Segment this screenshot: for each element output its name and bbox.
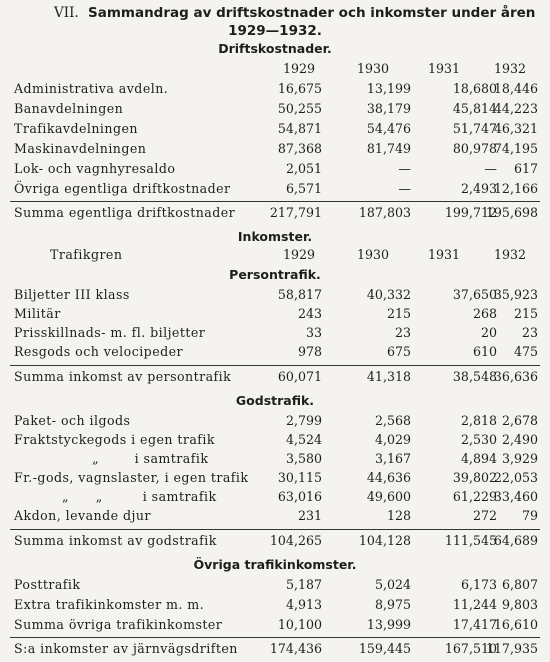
- cell-1929: 4,524: [285, 432, 322, 447]
- cell-1931: 18,680: [452, 81, 497, 96]
- cell-1931: 111,545: [444, 533, 497, 548]
- row-label: Lok- och vagnhyresaldo: [14, 161, 176, 176]
- table-row: [0, 507, 550, 525]
- cell-1932: 195,698: [485, 205, 538, 220]
- year-header: 1930: [356, 61, 390, 76]
- cell-1932: 117,935: [485, 641, 538, 656]
- section-heading-persontrafik: Persontrafik.: [229, 267, 321, 282]
- cell-1930: 159,445: [358, 641, 411, 656]
- year-header-row: [0, 60, 550, 78]
- table-row: [0, 100, 550, 118]
- cell-1930: 5,024: [374, 577, 411, 592]
- cell-1929: 104,265: [269, 533, 322, 548]
- cell-1931: 45,814: [452, 101, 497, 116]
- cell-1930: 8,975: [374, 597, 411, 612]
- table-row: [0, 180, 550, 198]
- cell-1932: 18,446: [493, 81, 538, 96]
- cell-1931: 51,747: [452, 121, 497, 136]
- title-years: 1929—1932.: [228, 23, 322, 39]
- table-row: [0, 286, 550, 304]
- cell-1930: 104,128: [358, 533, 411, 548]
- cell-1930: 2,568: [374, 413, 411, 428]
- row-label: „ i samtrafik: [92, 451, 209, 466]
- cell-1931: —: [484, 161, 497, 176]
- cell-1929: 50,255: [277, 101, 322, 116]
- cell-1930: —: [398, 181, 411, 196]
- year-header: 1929: [282, 61, 316, 76]
- cell-1932: 79: [521, 508, 538, 523]
- cell-1929: 6,571: [285, 181, 322, 196]
- cell-1931: 4,894: [460, 451, 497, 466]
- cell-1931: 17,417: [452, 617, 497, 632]
- row-label: S:a inkomster av järnvägsdriften: [14, 641, 238, 656]
- page-title: Sammandrag av driftskostnader och inkomster under åren: [88, 5, 536, 21]
- cell-1929: 10,100: [277, 617, 322, 632]
- row-label: „ „ i samtrafik: [62, 489, 217, 504]
- row-label: Fr.-gods, vagnslaster, i egen trafik: [14, 470, 249, 485]
- cell-1929: 217,791: [269, 205, 322, 220]
- row-label: Resgods och velocipeder: [14, 344, 183, 359]
- cell-1929: 2,799: [285, 413, 322, 428]
- table-row: [0, 160, 550, 178]
- year-header: 1930: [356, 247, 390, 262]
- cell-1930: 44,636: [366, 470, 411, 485]
- row-label: Biljetter III klass: [14, 287, 130, 302]
- cell-1932: 23: [521, 325, 538, 340]
- cell-1932: 12,166: [493, 181, 538, 196]
- cell-1929: 3,580: [285, 451, 322, 466]
- table-row: [0, 120, 550, 138]
- total-row: [0, 532, 550, 550]
- cell-1931: 2,530: [460, 432, 497, 447]
- cell-1930: 54,476: [366, 121, 411, 136]
- cell-1932: 16,610: [493, 617, 538, 632]
- cell-1932: 74,195: [493, 141, 538, 156]
- cell-1930: 187,803: [358, 205, 411, 220]
- title-line: [0, 2, 550, 24]
- table-row: [0, 488, 550, 506]
- table-row: [0, 431, 550, 449]
- row-label: Extra trafikinkomster m. m.: [14, 597, 205, 612]
- divider: [10, 529, 540, 530]
- cell-1932: 46,321: [493, 121, 538, 136]
- cell-1930: 675: [386, 344, 411, 359]
- cell-1930: 128: [386, 508, 411, 523]
- table-row: [0, 305, 550, 323]
- cell-1931: 20: [480, 325, 497, 340]
- total-row: [0, 204, 550, 222]
- column-header-row: [0, 246, 550, 264]
- divider: [10, 637, 540, 638]
- cell-1929: 4,913: [285, 597, 322, 612]
- cell-1932: 475: [513, 344, 538, 359]
- cell-1931: 61,229: [452, 489, 497, 504]
- cell-1930: 40,332: [366, 287, 411, 302]
- cell-1929: 16,675: [277, 81, 322, 96]
- table-row: [0, 412, 550, 430]
- cell-1930: 3,167: [374, 451, 411, 466]
- cell-1930: 13,999: [366, 617, 411, 632]
- cell-1931: 38,548: [452, 369, 497, 384]
- cell-1931: 199,712: [444, 205, 497, 220]
- section-heading-godstrafik: Godstrafik.: [235, 393, 315, 408]
- cell-1929: 174,436: [269, 641, 322, 656]
- cell-1930: 49,600: [366, 489, 411, 504]
- divider: [10, 365, 540, 366]
- table-row: [0, 576, 550, 594]
- table-row: [0, 450, 550, 468]
- cell-1931: 272: [472, 508, 497, 523]
- grand-total-row: [0, 640, 550, 658]
- cell-1929: 58,817: [277, 287, 322, 302]
- cell-1929: 33: [305, 325, 322, 340]
- row-label: Banavdelningen: [14, 101, 124, 116]
- row-label: Administrativa avdeln.: [14, 81, 169, 96]
- cell-1931: 2,818: [460, 413, 497, 428]
- section-heading-inkomster: Inkomster.: [237, 229, 313, 244]
- cell-1932: 35,923: [493, 287, 538, 302]
- cell-1930: 81,749: [366, 141, 411, 156]
- cell-1932: 215: [513, 306, 538, 321]
- cell-1932: 64,689: [493, 533, 538, 548]
- cell-1929: 2,051: [285, 161, 322, 176]
- year-header: 1932: [493, 61, 527, 76]
- section-heading-driftskostnader: Driftskostnader.: [218, 41, 332, 56]
- cell-1930: —: [398, 161, 411, 176]
- cell-1930: 4,029: [374, 432, 411, 447]
- cell-1931: 80,978: [452, 141, 497, 156]
- table-row: [0, 324, 550, 342]
- row-label: Militär: [14, 306, 61, 321]
- cell-1930: 41,318: [366, 369, 411, 384]
- row-label: Summa egentliga driftkostnader: [14, 205, 236, 220]
- row-label: Trafikavdelningen: [14, 121, 138, 136]
- table-row: [0, 80, 550, 98]
- cell-1932: 22,053: [493, 470, 538, 485]
- cell-1932: 36,636: [493, 369, 538, 384]
- row-label: Summa inkomst av persontrafik: [14, 369, 232, 384]
- cell-1931: 2,493: [460, 181, 497, 196]
- row-label: Summa inkomst av godstrafik: [14, 533, 217, 548]
- cell-1931: 39,802: [452, 470, 497, 485]
- cell-1931: 6,173: [460, 577, 497, 592]
- cell-1931: 610: [472, 344, 497, 359]
- table-number: VII.: [54, 5, 79, 21]
- table-row: [0, 343, 550, 361]
- cell-1932: 9,803: [501, 597, 538, 612]
- cell-1932: 2,490: [501, 432, 538, 447]
- cell-1932: 6,807: [501, 577, 538, 592]
- cell-1929: 231: [297, 508, 322, 523]
- cell-1929: 978: [297, 344, 322, 359]
- cell-1929: 30,115: [277, 470, 322, 485]
- cell-1929: 5,187: [285, 577, 322, 592]
- cell-1930: 23: [394, 325, 411, 340]
- row-label: Övriga egentliga driftkostnader: [14, 181, 231, 196]
- table-row: [0, 469, 550, 487]
- cell-1932: 2,678: [501, 413, 538, 428]
- year-header: 1929: [282, 247, 316, 262]
- table-row: [0, 140, 550, 158]
- table-row: [0, 596, 550, 614]
- cell-1930: 38,179: [366, 101, 411, 116]
- row-label: Paket- och ilgods: [14, 413, 131, 428]
- cell-1931: 37,650: [452, 287, 497, 302]
- cell-1929: 60,071: [277, 369, 322, 384]
- cell-1929: 63,016: [277, 489, 322, 504]
- year-header: 1931: [427, 61, 461, 76]
- cell-1932: 617: [513, 161, 538, 176]
- section-heading-ovriga: Övriga trafikinkomster.: [193, 557, 357, 572]
- cell-1932: 33,460: [493, 489, 538, 504]
- column-header-trafikgren: Trafikgren: [50, 247, 123, 262]
- year-header: 1932: [493, 247, 527, 262]
- cell-1931: 167,510: [444, 641, 497, 656]
- cell-1931: 268: [472, 306, 497, 321]
- row-label: Akdon, levande djur: [14, 508, 151, 523]
- row-label: Fraktstyckegods i egen trafik: [14, 432, 215, 447]
- row-label: Maskinavdelningen: [14, 141, 147, 156]
- cell-1932: 44,223: [493, 101, 538, 116]
- cell-1932: 3,929: [501, 451, 538, 466]
- cell-1929: 87,368: [277, 141, 322, 156]
- cell-1931: 11,244: [452, 597, 497, 612]
- cell-1929: 54,871: [277, 121, 322, 136]
- row-label: Posttrafik: [14, 577, 81, 592]
- row-label: Prisskillnads- m. fl. biljetter: [14, 325, 206, 340]
- table-row: [0, 616, 550, 634]
- divider: [10, 201, 540, 202]
- row-label: Summa övriga trafikinkomster: [14, 617, 223, 632]
- total-row: [0, 368, 550, 386]
- year-header: 1931: [427, 247, 461, 262]
- cell-1930: 13,199: [366, 81, 411, 96]
- cell-1929: 243: [297, 306, 322, 321]
- cell-1930: 215: [386, 306, 411, 321]
